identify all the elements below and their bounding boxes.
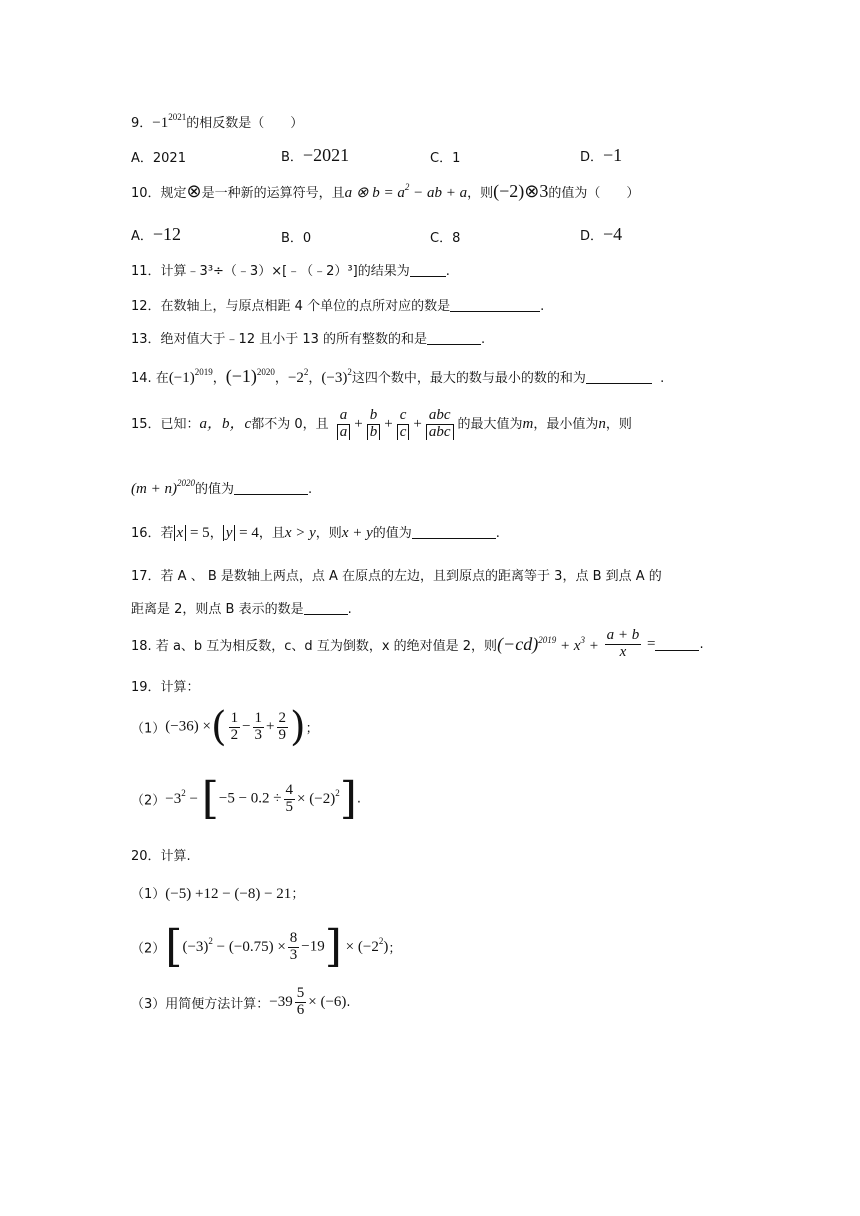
fraction: $\frac{2}{9}$	[278, 709, 286, 743]
fraction: $\frac{5}{6}$	[296, 985, 305, 1018]
q10-option-a: A．−12	[131, 224, 182, 244]
question-19-part-2: $(2)-3^2 - [-5 - 0.2$ ÷ $\frac{4}{5}$ × $(-2)^2$].	[131, 773, 362, 824]
q9-option-b: B．−2021	[281, 145, 350, 165]
q10-definition: a ⊗ $b = a^2$ − ab + a	[344, 182, 468, 201]
question-10: 10．规定⊗是一种新的运算符号，且a ⊗ $b = a^2$ − ab + a，则(−2)⊗3的值为（ ）	[131, 181, 640, 201]
question-14: 14. 在$(-1)^{2019}$，$(-1)^{2020}$，$-2^2$，$(-3)^2$这四个数中，最大的数与最小的数的和为 .	[131, 366, 665, 386]
question-15-line2: $(m + n)^{2020}$的值为 .	[131, 478, 313, 497]
q10-option-c: C．8	[430, 231, 461, 246]
q9-option-a: A．2021	[131, 151, 186, 166]
question-17-line2: 距离是 2，则点 B 表示的数是 .	[131, 602, 352, 617]
question-20: 20．计算.	[131, 849, 191, 864]
question-19: 19．计算：	[131, 680, 200, 695]
answer-blank	[586, 371, 652, 384]
answer-blank	[234, 482, 308, 495]
fraction: $\frac{\text{abc}}{\text{abc}}$	[424, 408, 456, 441]
answer-blank	[450, 299, 540, 312]
question-12: 12．在数轴上，与原点相距 4 个单位的点所对应的数是 .	[131, 299, 545, 314]
answer-blank	[410, 264, 446, 277]
question-20-part-2: $(2)[(-3)^2 - (-0.75)$ × $\frac{8}{3}$ $-19] \times (-2^2)$；	[131, 921, 402, 972]
q9-option-d: D．−1	[580, 145, 623, 165]
answer-blank	[304, 602, 348, 615]
fraction: $\frac{b}{b}$	[365, 408, 383, 441]
question-18: 18. 若 a、b 互为相反数，c、d 互为倒数，x 的绝对值是 2，则$(-cd)^{2019} + x^3$ + $\frac{a + b}{x}$ = .	[131, 627, 704, 660]
q10-option-b: B．0	[281, 231, 312, 246]
question-17: 17．若 A 、 B 是数轴上两点，点 A 在原点的左边，且到原点的距离等于 3，点 B 到点 A 的	[131, 569, 662, 584]
fraction: $\frac{1}{2}$	[230, 709, 239, 743]
q10-option-d: D．−4	[580, 224, 623, 244]
fraction: $\frac{a + b}{x}$	[606, 627, 640, 660]
question-19-part-1: （1）(−36) ×( $\frac{1}{2}$ − $\frac{1}{3}$ + $\frac{2}{9}$ )；	[131, 704, 319, 750]
fraction: $\frac{1}{3}$	[254, 709, 263, 743]
question-13: 13．绝对值大于﹣12 且小于 13 的所有整数的和是 .	[131, 332, 486, 347]
fraction: $\frac{c}{c}$	[395, 408, 412, 441]
answer-blank	[427, 332, 481, 345]
question-15: 15．已知：a，b，c都不为 0，且 $\frac{a}{a}$ + $\frac{b}{b}$ + $\frac{c}{c}$ + $\frac{\text{abc}}{\text{abc}}$ 的最大值为m，最小值为n，则	[131, 407, 632, 440]
fraction: $\frac{8}{3}$	[289, 929, 298, 963]
question-20-part-1: （1）(−5) +12 − (−8) − 21；	[131, 886, 305, 902]
fraction: $\frac{a}{a}$	[335, 408, 353, 441]
question-16: 16．若 x = 5， y = 4，且x > y，则x + y的值为 .	[131, 525, 500, 541]
answer-blank	[412, 526, 496, 539]
fraction: $\frac{4}{5}$	[285, 781, 294, 815]
q9-option-c: C．1	[430, 151, 461, 166]
answer-blank	[655, 638, 699, 651]
question-9: 9．$-1^{2021}$的相反数是（ ）	[131, 112, 304, 131]
question-20-part-3: （3）用简便方法计算：−39 $\frac{5}{6}$ × (−6).	[131, 985, 351, 1018]
q9-expression: $-1^{2021}$	[152, 112, 187, 131]
question-11: 11．计算﹣3³÷（﹣3）×[﹣（﹣2）³]的结果为 .	[131, 264, 450, 279]
